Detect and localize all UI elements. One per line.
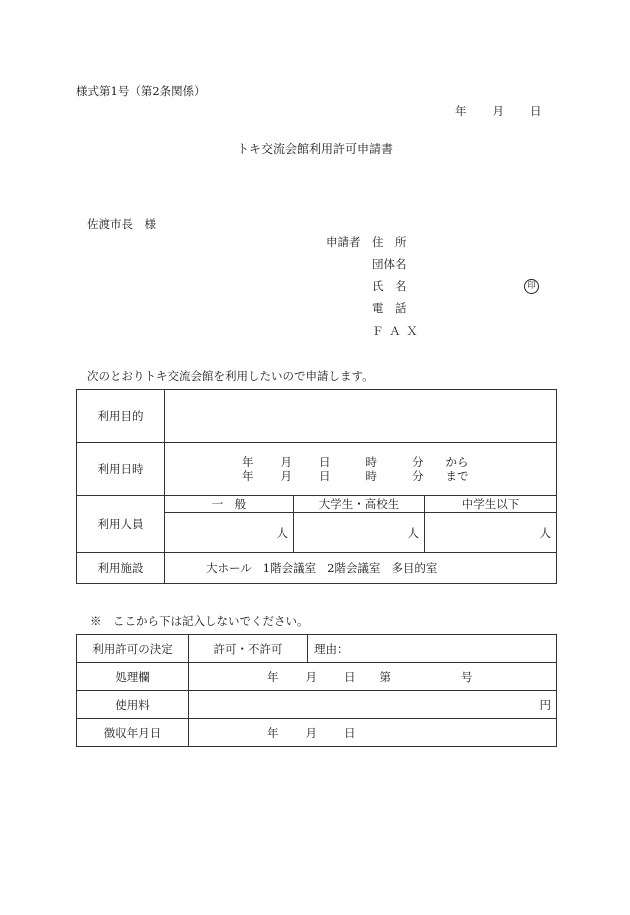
- people-count-student[interactable]: 人: [294, 513, 425, 553]
- people-cat-junior: 中学生以下: [425, 496, 557, 513]
- date-month-label: 月: [492, 104, 504, 118]
- collection-label: 徴収年月日: [77, 719, 189, 747]
- facility-room-2f[interactable]: 2階会議室: [327, 561, 381, 575]
- collection-day: 日: [344, 725, 356, 740]
- facility-room-1f[interactable]: 1階会議室: [262, 561, 317, 575]
- processing-month: 月: [305, 669, 317, 684]
- processing-number-prefix: 第: [379, 669, 391, 684]
- datetime-row: [77, 443, 557, 496]
- reason-field: 理由：: [308, 635, 557, 663]
- office-use-note: ※ ここから下は記入しないでください。: [90, 614, 309, 628]
- people-count-general[interactable]: 人: [165, 513, 294, 553]
- purpose-row: [77, 390, 557, 443]
- to-suffix: まで: [445, 469, 469, 483]
- applicant-label: 申請者: [326, 235, 361, 249]
- to-month: 月: [280, 469, 292, 483]
- applicant-field-address: 住 所: [372, 235, 407, 249]
- seal-mark: [524, 279, 539, 294]
- processing-row: [77, 663, 557, 691]
- people-count-junior[interactable]: 人: [425, 513, 557, 553]
- decision-row: [77, 635, 557, 663]
- application-table: [76, 389, 557, 584]
- decision-value: 許可・不許可: [189, 635, 308, 663]
- collection-year: 年: [267, 725, 279, 740]
- facility-options: [165, 553, 557, 584]
- to-day: 日: [319, 469, 331, 483]
- people-label: 利用人員: [77, 496, 165, 553]
- from-suffix: から: [445, 455, 469, 469]
- fee-field: 円: [189, 691, 557, 719]
- facility-row: [77, 553, 557, 584]
- office-table: [76, 634, 557, 747]
- addressee: 佐渡市長 様: [87, 217, 156, 231]
- form-number: 様式第1号（第2条関係）: [76, 84, 206, 98]
- fee-row: [77, 691, 557, 719]
- date-year-label: 年: [455, 104, 467, 118]
- page-title: トキ交流会館利用許可申請書: [236, 142, 393, 156]
- seal-icon: 印: [524, 279, 539, 294]
- datetime-label: 利用日時: [77, 443, 165, 496]
- processing-label: 処理欄: [77, 663, 189, 691]
- applicant-field-group: 団体名: [372, 257, 407, 271]
- collection-row: [77, 719, 557, 747]
- facility-label: 利用施設: [77, 553, 165, 584]
- decision-label: 利用許可の決定: [77, 635, 189, 663]
- to-year: 年: [242, 469, 254, 483]
- people-cat-student: 大学生・高校生: [294, 496, 425, 513]
- intro-text: 次のとおりトキ交流会館を利用したいので申請します。: [87, 369, 374, 383]
- facility-main-hall[interactable]: 大ホール: [206, 561, 252, 575]
- processing-year: 年: [267, 669, 279, 684]
- collection-month: 月: [305, 725, 317, 740]
- to-hour: 時: [365, 469, 377, 483]
- datetime-from-line: [242, 455, 556, 469]
- applicant-field-phone: 電 話: [372, 301, 407, 315]
- from-month: 月: [280, 455, 292, 469]
- processing-day: 日: [344, 669, 356, 684]
- fee-label: 使用料: [77, 691, 189, 719]
- facility-multipurpose[interactable]: 多目的室: [391, 561, 438, 575]
- processing-number-suffix: 号: [461, 669, 473, 684]
- from-minute: 分: [412, 455, 424, 469]
- applicant-field-name: 氏 名: [372, 279, 407, 293]
- purpose-field[interactable]: [165, 390, 557, 443]
- applicant-field-fax: Ｆ Ａ Ｘ: [372, 324, 419, 338]
- from-hour: 時: [365, 455, 377, 469]
- people-header-row: [77, 496, 557, 513]
- people-cat-general: 一 般: [165, 496, 294, 513]
- from-day: 日: [319, 455, 331, 469]
- datetime-field[interactable]: [165, 443, 557, 496]
- datetime-to-line: [242, 469, 556, 483]
- to-minute: 分: [412, 469, 424, 483]
- purpose-label: 利用目的: [77, 390, 165, 443]
- date-day-label: 日: [530, 104, 542, 118]
- application-date: [455, 106, 542, 118]
- from-year: 年: [242, 455, 254, 469]
- collection-field: [189, 719, 557, 747]
- processing-field: [189, 663, 557, 691]
